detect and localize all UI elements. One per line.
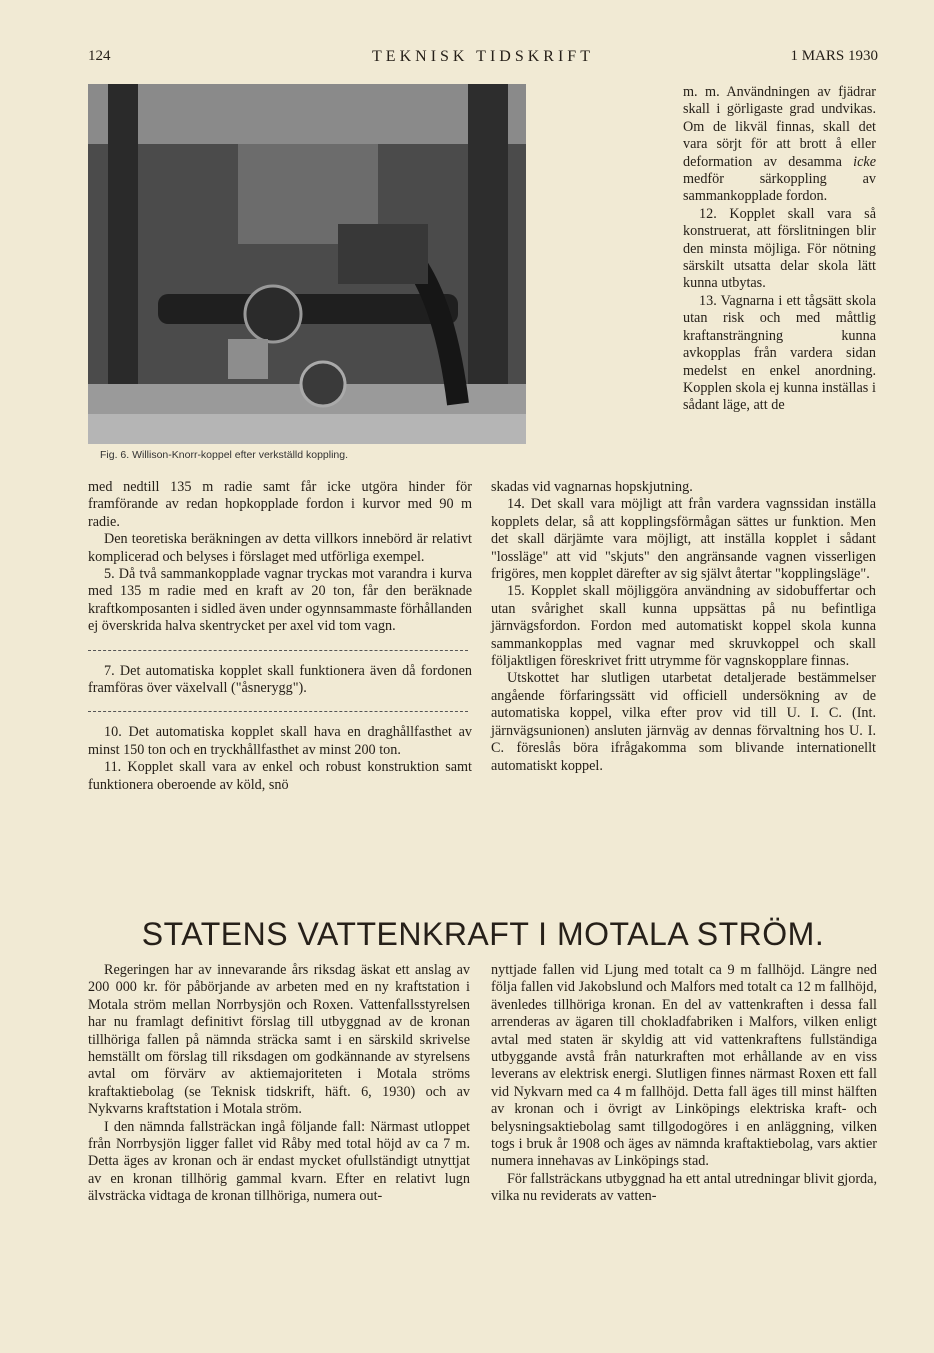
text-run: m. m. Användningen av fjädrar skall i görligaste grad undvikas. Om de likväl finnas, skall det vara sörjt för att brott å eller deformation av desamma bbox=[683, 84, 876, 170]
issue-date: 1 MARS 1930 bbox=[790, 48, 878, 64]
paragraph: 14. Det skall vara möjligt att från vardera vagnssidan inställa kopplets delar, så att kopplingsförmågan sättes ur funktion. Men det skall därjämte vara möjligt, att inställa kopplet i sådant "lossläge" att vid "skjuts" den angränsande vagnen visserligen frigöres, men kopplet därefter av sig självt återtar "kopplingsläge". bbox=[491, 496, 876, 583]
bottom-right-column bbox=[491, 962, 877, 1206]
paragraph: För fallsträckans utbyggnad ha ett antal utredningar blivit gjorda, vilka nu reviderats av vatten- bbox=[491, 1170, 877, 1205]
paragraph: 15. Kopplet skall möjliggöra användning av sidobuffertar och utan svårighet skall kunna uppsättas på nu befintliga järnvägsfordon. Fordon med automatiskt koppel skola kunna sammankopplas med vagnar med skruvkoppel och skall följaktligen föreskrivet fritt utrymme för vagnskopplare finnas. bbox=[491, 583, 876, 670]
paragraph: Utskottet har slutligen utarbetat detaljerade bestämmelser angående förfaringssätt vid officiell undersökning av de automatiska koppel, vilka efter prov vid till U. I. C. (Int. järnvägsunionen) ansluten järnväg av dennas förvaltning hos U. I. C. föreslås böra ifrågakomma som blivande internationellt automatiskt koppel. bbox=[491, 670, 876, 774]
text-run: medför särkoppling av sammankopplade fordon. bbox=[683, 171, 876, 205]
coupling-photograph bbox=[88, 84, 526, 444]
paragraph: Den teoretiska beräkningen av detta villkors innebörd är relativt komplicerad och belyses i förslaget med utförliga exempel. bbox=[88, 531, 472, 565]
paragraph: 13. Vagnarna i ett tågsätt skola utan risk och med måttlig kraftansträngning kunna avkopplas från vardera sidan medelst en enkel anordning. Kopplen skola ej kunna inställas i sådant läge, att de bbox=[683, 292, 876, 414]
omission-dashes bbox=[88, 697, 468, 712]
paragraph: 10. Det automatiska kopplet skall hava en draghållfasthet av minst 150 ton och en tryckhållfasthet av minst 200 ton. bbox=[88, 724, 472, 758]
omission-dashes bbox=[88, 636, 468, 651]
paragraph: skadas vid vagnarnas hopskjutning. bbox=[491, 479, 693, 495]
photo-illustration bbox=[88, 84, 526, 444]
paragraph: med nedtill 135 m radie samt får icke utgöra hinder för framförande av redan hopkopplade fordon i kurvor med 90 m radie. bbox=[88, 479, 472, 530]
paragraph: 11. Kopplet skall vara av enkel och robust konstruktion samt funktionera oberoende av köld, snö bbox=[88, 759, 472, 793]
bottom-left-column bbox=[88, 962, 470, 1206]
emphasis: icke bbox=[853, 153, 876, 170]
journal-title: TEKNISK TIDSKRIFT bbox=[372, 48, 594, 65]
paragraph: 7. Det automatiska kopplet skall funktionera även då fordonen framföras över växelvall ("åsnerygg"). bbox=[88, 662, 472, 697]
figure-caption: Fig. 6. Willison-Knorr-koppel efter verkställd koppling. bbox=[100, 449, 349, 461]
right-narrow-column bbox=[683, 84, 876, 415]
paragraph: I den nämnda fallsträckan ingå följande fall: Närmast utloppet från Norrbysjön ligger fallet vid Råby med total höjd av ca 7 m. Detta äges av kronan och är endast mycket ofullständigt utnyttjat av en kronan tillhörig gammal kvarn. Efter en relativt lugn älvsträcka vidtaga de kronan tillhöriga, numera out- bbox=[88, 1118, 470, 1205]
page-number: 124 bbox=[88, 48, 111, 64]
right-wide-column bbox=[491, 479, 876, 775]
left-column bbox=[88, 479, 472, 794]
paragraph: Regeringen har av innevarande års riksdag äskat ett anslag av 200 000 kr. för påbörjande av arbeten med en ny kraftstation i Motala ström mellan Norrbysjön och Roxen. Vattenfallsstyrelsen har nu framlagt definitivt förslag till utbyggnad av de kronan tillhöriga fallen på nämnda sträcka samt i en särskild skrivelse hemställt om förslag till riksdagen om godkännande av styrelsens avtal om förvärv av aktiemajoriteten i Motala ströms kraftaktiebolag (se Teknisk tidskrift, häft. 6, 1930) och av Nykvarns kraftstation i Motala ström. bbox=[88, 962, 470, 1118]
paragraph bbox=[683, 84, 876, 206]
section-heading: STATENS VATTENKRAFT I MOTALA STRÖM. bbox=[141, 916, 825, 952]
running-header bbox=[88, 48, 878, 70]
paragraph: 12. Kopplet skall vara så konstruerat, att förslitningen blir den minsta möjliga. För nötning särskilt utsatta delar skola lätt kunna utbytas. bbox=[683, 205, 876, 292]
paragraph: nyttjade fallen vid Ljung med totalt ca 9 m fallhöjd. Längre ned följa fallen vid Jakobslund och Malfors med totalt ca 12 m fallhöjd, ävenledes tillhöriga kronan. En del av vattenkraften i dessa fall arrenderas av ägaren till chokladfabriken i Malfors, vilken enligt avtal med staten är skyldig att vid vattenkraftens fullständiga utbyggande avstå från naturkraften mot erhållande av en viss leverans av elektrisk energi. Slutligen finnes närmast Roxen ett fall vid Nykvarn med ca 4 m fallhöjd. Detta fall äges till minst hälften av kronan och i övrigt av Linköpings elektriska kraft- och belysningsaktiebolag samt tillgodogöres i en anläggning, vilken togs i bruk år 1908 och äges av nämnda kraftaktiebolag, vars aktier numera innehavas av Linköpings stad. bbox=[491, 962, 877, 1170]
paragraph: 5. Då två sammankopplade vagnar tryckas mot varandra i kurva med 135 m radie med en kraft av 20 ton, får den beräknade kraftkomposanten i sidled även under ogynnsammaste förhållanden ej överskrida halva skentrycket per axel vid tom vagn. bbox=[88, 566, 472, 635]
figure-photo bbox=[88, 84, 526, 444]
